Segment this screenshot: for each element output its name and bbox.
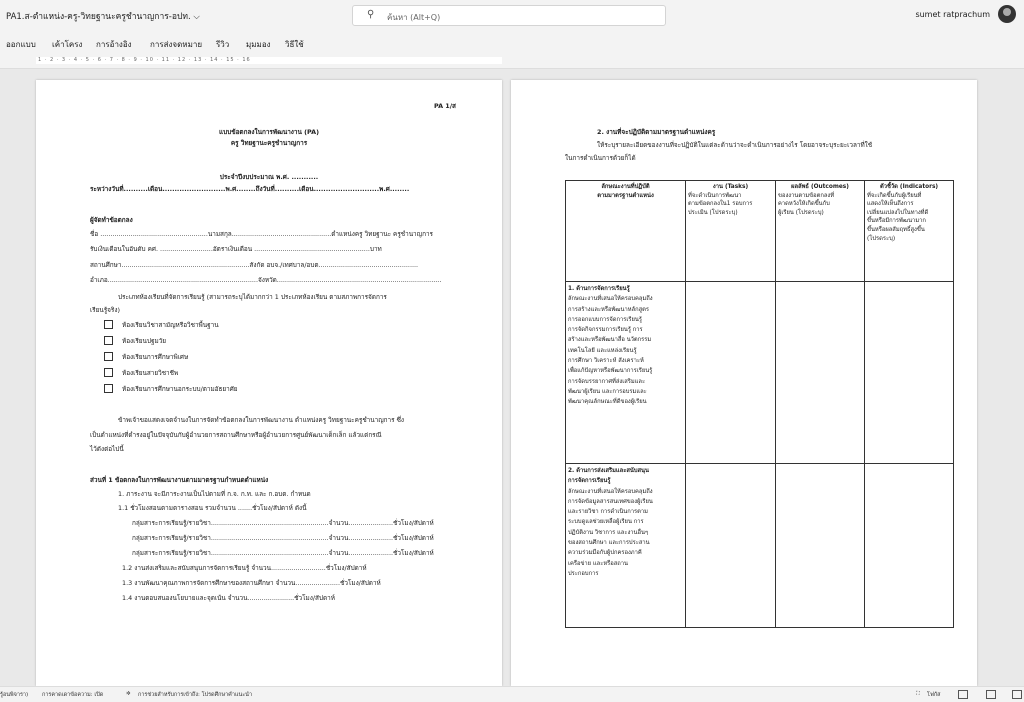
form-code: PA 1/ส (434, 102, 456, 110)
agreement-period: ระหว่างวันที่..........เดือน..........................พ.ศ........ถึงวันที่..........เดือน...........................พ.ศ........ (90, 185, 410, 193)
form-subtitle: ครู วิทยฐานะครูชำนาญการ (230, 139, 308, 147)
pledge-line-2: เป็นตำแหน่งที่ดำรงอยู่ในปัจจุบันกับผู้อำนวยการสถานศึกษาหรือผู้อำนวยการศูนย์พัฒนาเด็กเล็ก แล้วแต่กรณี (90, 431, 382, 439)
search-icon: ⚲ (367, 9, 375, 20)
status-accessibility[interactable]: การช่วยสำหรับการเข้าถึง: โปรดศึกษาคำแนะนำ (138, 692, 253, 698)
name-line: ชื่อ .....................................................นามสกุล.................................................ตำแหน่งครู วิทยฐานะ ครูชำนาญการ (90, 230, 433, 238)
tab-view[interactable]: มุมมอง (246, 40, 271, 49)
header-tasks-desc: ที่จะดำเนินการพัฒนา ตามข้อตกลงใน1 รอบการ ประเมิน (โปรดระบุ) (688, 192, 753, 216)
row-title: 2. ด้านการส่งเสริมและสนับสนุน การจัดการเรียนรู้ (568, 468, 649, 485)
fiscal-year: ประจำปีงบประมาณ พ.ศ. ........... (219, 173, 319, 181)
tasks-cell[interactable] (686, 464, 776, 628)
row-learning-support[interactable] (566, 464, 686, 628)
subject-line-1: กลุ่มสาระการเรียนรู้/รายวิชา..........................................................จำนวน......................ชั่วโมง/สัปดาห์ (132, 519, 434, 527)
ruler[interactable] (0, 54, 1024, 69)
tab-help[interactable]: วิธีใช้ (285, 40, 304, 49)
status-bar (0, 686, 1024, 702)
focus-icon: ⛶ (916, 691, 920, 697)
row-desc: ลักษณะงานที่เสนอให้ครอบคลุมถึง การสร้างและหรือพัฒนาหลักสูตร การออกแบบการจัดการเรียนรู้ การจัดกิจกรรมการเรียนรู้ การ สร้างและหรือพัฒนาสื่อ นวัตกรรม เทคโนโลยี และแหล่งเรียนรู้ การศึกษา วิเคราะห์ สังเคราะห์ เพื่อแก้ปัญหาหรือพัฒนาการเรียนรู้ การจัดบรรยากาศที่ส่งเสริมและ พัฒนาผู้เรียน และการอบรมและ พัฒนาคุณลักษณะที่ดีของผู้เรียน (568, 296, 653, 406)
table-row (566, 282, 954, 464)
chevron-down-icon: ⌵ (193, 12, 200, 22)
search-placeholder: ค้นหา (Alt+Q) (387, 13, 441, 22)
classroom-option-general: ห้องเรียนวิชาสามัญหรือวิชาพื้นฐาน (122, 321, 219, 329)
classroom-option-vocational: ห้องเรียนสายวิชาชีพ (122, 369, 179, 377)
classroom-option-special: ห้องเรียนการศึกษาพิเศษ (122, 353, 189, 361)
tab-layout[interactable]: เค้าโครง (52, 40, 83, 49)
policy-hours-item: 1.4 งานตอบสนองนโยบายและจุดเน้น จำนวน.......................ชั่วโมง/สัปดาห์ (122, 594, 335, 602)
header-outcomes: ผลลัพธ์ (Outcomes) (791, 184, 849, 190)
quality-hours-item: 1.3 งานพัฒนาคุณภาพการจัดการศึกษาของสถานศึกษา จำนวน......................ชั่วโมง/สัปดาห์ (122, 579, 381, 587)
header-work-type: ลักษณะงานที่ปฏิบัติ ตามมาตรฐานตำแหน่ง (597, 184, 654, 199)
status-page-info[interactable]: รู้อนพิจารา) (0, 692, 29, 698)
district-line: อำเภอ..........................................................................จังหวัด................................................................................. (90, 276, 442, 284)
classroom-checkbox-early[interactable] (104, 336, 113, 345)
table-row (566, 464, 954, 628)
title-bar (0, 0, 1024, 32)
indicators-cell[interactable] (865, 282, 954, 464)
section2-intro-2: ในการดำเนินการด้วยก็ได้ (565, 154, 636, 162)
row-title: 1. ด้านการจัดการเรียนรู้ (568, 286, 630, 292)
header-indicators-desc: ที่จะเกิดขึ้นกับผู้เรียนที่ แสดงให้เห็นถึงการ เปลี่ยนแปลงไปในทางที่ดี ขึ้นหรือมีการพัฒนามาก ขึ้นหรือผลสัมฤทธิ์สูงขึ้น (โปรดระบุ) (867, 192, 929, 242)
ruler-numbers: 1 · 2 · 3 · 4 · 5 · 6 · 7 · 8 · 9 · 10 · 11 · 12 · 13 · 14 · 15 · 16 (38, 57, 251, 63)
document-page-1[interactable] (36, 80, 502, 686)
indicators-cell[interactable] (865, 464, 954, 628)
document-page-2[interactable] (511, 80, 977, 686)
search-box[interactable] (352, 5, 666, 26)
focus-mode-button[interactable]: โฟกัส (927, 692, 941, 698)
part1-heading: ส่วนที่ 1 ข้อตกลงในการพัฒนางานตามมาตรฐานกำหนดตำแหน่ง (90, 476, 269, 484)
section2-heading: 2. งานที่จะปฏิบัติตามมาตรฐานตำแหน่งครู (597, 128, 716, 136)
subject-line-3: กลุ่มสาระการเรียนรู้/รายวิชา..........................................................จำนวน......................ชั่วโมง/สัปดาห์ (132, 549, 434, 557)
tab-references[interactable]: การอ้างอิง (96, 40, 132, 49)
status-text-predictions[interactable]: การคาดเดาข้อความ: เปิด (42, 692, 104, 698)
classroom-option-nonformal: ห้องเรียนการศึกษานอกระบบ/ตามอัธยาศัย (122, 385, 238, 393)
pledge-line-3: ไว้ดังต่อไปนี้ (90, 445, 124, 453)
pledge-line-1: ข้าพเจ้าขอแสดงเจตจำนงในการจัดทำข้อตกลงในการพัฒนางาน ตำแหน่งครู วิทยฐานะครูชำนาญการ ซึ่ง (118, 416, 405, 424)
row-desc: ลักษณะงานที่เสนอให้ครอบคลุมถึง การจัดข้อมูลสารสนเทศของผู้เรียน และรายวิชา การดำเนินการตาม ระบบดูแลช่วยเหลือผู้เรียน การ ปฏิบัติงาน วิชาการ และงานอื่นๆ ของสถานศึกษา และการประสาน ความร่วมมือกับผู้ปกครองภาคี เครือข่าย และหรือสถาน ประกอบการ (568, 488, 653, 577)
row-learning-management[interactable] (566, 282, 686, 464)
workload-item: 1. ภาระงาน จะมีภาระงานเป็นไปตามที่ ก.จ. ก.ท. และ ก.อบต. กำหนด (118, 490, 311, 498)
school-line: สถานศึกษา...............................................................สังกัด อบจ./เทศบาล/อบต................................................. (90, 261, 419, 269)
maker-heading: ผู้จัดทำข้อตกลง (90, 216, 133, 224)
header-tasks: งาน (Tasks) (712, 184, 749, 190)
header-cell-tasks (686, 181, 776, 282)
work-standards-table (565, 180, 954, 628)
ribbon-tabs (0, 32, 1024, 54)
classroom-checkbox-general[interactable] (104, 320, 113, 329)
avatar[interactable] (998, 5, 1016, 23)
section2-intro-1: ให้ระบุรายละเอียดของงานที่จะปฏิบัติในแต่ละด้านว่าจะดำเนินการอย่างไร โดยอาจระบุระยะเวลาที่ใช้ (597, 141, 873, 149)
header-indicators: ตัวชี้วัด (Indicators) (879, 184, 939, 190)
web-layout-icon[interactable] (1012, 690, 1022, 699)
teaching-hours-item: 1.1 ชั่วโมงสอนตามตารางสอน รวมจำนวน .......ชั่วโมง/สัปดาห์ ดังนี้ (118, 504, 307, 512)
classroom-option-early: ห้องเรียนปฐมวัย (122, 337, 167, 345)
tasks-cell[interactable] (686, 282, 776, 464)
classroom-type-heading: ประเภทห้องเรียนที่จัดการเรียนรู้ (สามารถระบุได้มากกว่า 1 ประเภทห้องเรียน ตามสภาพการจัดการ (118, 293, 387, 301)
header-cell-work-type (566, 181, 686, 282)
header-cell-indicators (865, 181, 954, 282)
salary-line: รับเงินเดือนในอันดับ คศ. ..........................อัตราเงินเดือน .........................................................บาท (90, 245, 382, 253)
print-layout-icon[interactable] (986, 690, 996, 699)
outcomes-cell[interactable] (776, 282, 865, 464)
classroom-checkbox-vocational[interactable] (104, 368, 113, 377)
classroom-checkbox-nonformal[interactable] (104, 384, 113, 393)
tab-mailings[interactable]: การส่งจดหมาย (150, 40, 203, 49)
read-mode-icon[interactable] (958, 690, 968, 699)
header-outcomes-desc: ของงานตามข้อตกลงที่ คาดหวังให้เกิดขึ้นกับ ผู้เรียน (โปรดระบุ) (778, 192, 835, 216)
classroom-type-cont: เรียนรู้จริง) (90, 306, 120, 314)
document-title[interactable] (6, 9, 200, 23)
classroom-checkbox-special[interactable] (104, 352, 113, 361)
document-title-text: PA1.ส-ตำแหน่ง-ครู-วิทยฐานะครูชำนาญการ-อปท. (6, 12, 191, 22)
support-hours-item: 1.2 งานส่งเสริมและสนับสนุนการจัดการเรียนรู้ จำนวน...........................ชั่วโมง/สัปดาห์ (122, 564, 367, 572)
tab-design[interactable]: ออกแบบ (6, 40, 36, 49)
outcomes-cell[interactable] (776, 464, 865, 628)
form-title: แบบข้อตกลงในการพัฒนางาน (PA) (218, 128, 319, 136)
header-cell-outcomes (776, 181, 865, 282)
tab-review[interactable]: รีวิว (216, 40, 230, 49)
accessibility-icon: ✲ (126, 691, 131, 697)
user-name[interactable]: sumet ratprachum (915, 10, 990, 19)
subject-line-2: กลุ่มสาระการเรียนรู้/รายวิชา..........................................................จำนวน......................ชั่วโมง/สัปดาห์ (132, 534, 434, 542)
